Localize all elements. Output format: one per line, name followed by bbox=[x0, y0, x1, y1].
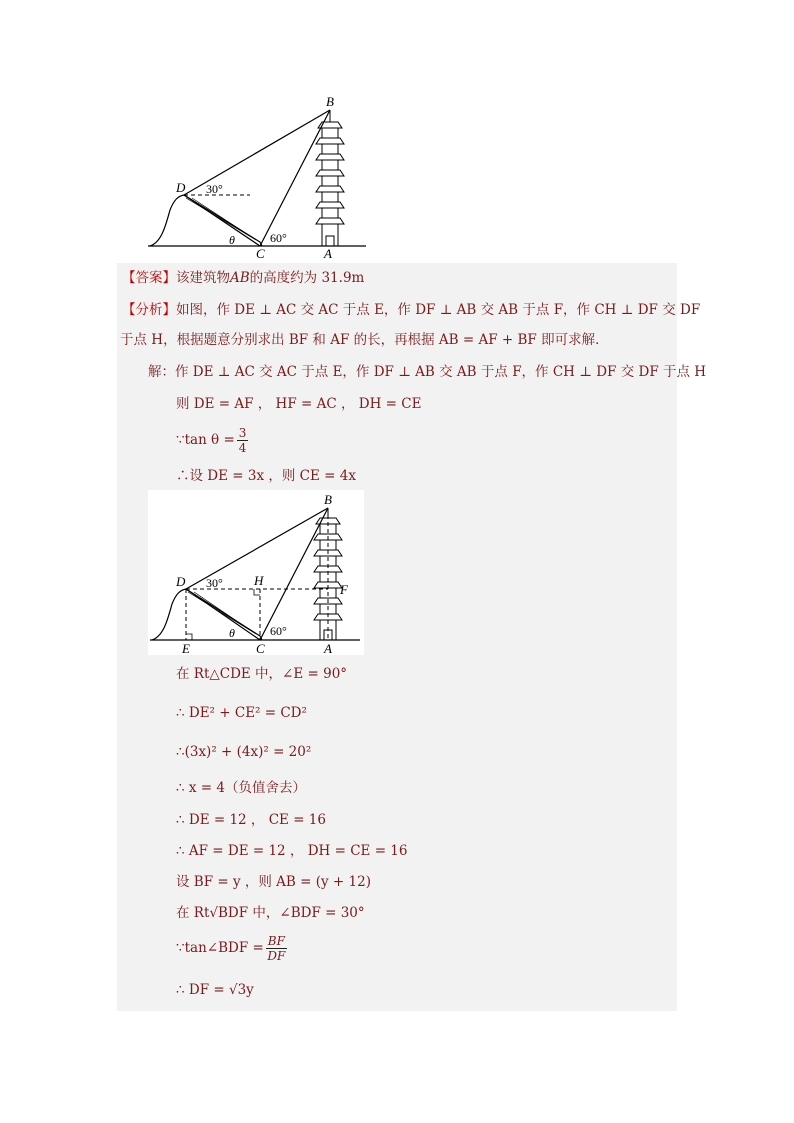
solution-line-10: ∴ AF = DE = 12 ， DH = CE = 16 bbox=[176, 843, 408, 859]
hill-hatch-2 bbox=[188, 592, 256, 634]
label-f: F bbox=[340, 582, 348, 597]
label-c: C bbox=[256, 246, 265, 258]
hill-outline bbox=[150, 195, 262, 246]
fraction-3-4 bbox=[237, 426, 249, 455]
fraction-den-df: DF bbox=[267, 949, 286, 963]
solution-line-2: 则 DE = AF ， HF = AC ， DH = CE bbox=[176, 396, 422, 412]
right-angle-e bbox=[186, 634, 192, 640]
pagoda bbox=[316, 110, 344, 246]
fraction-num-bf: BF bbox=[267, 934, 285, 948]
analysis-line-1 bbox=[122, 300, 700, 320]
answer-ab: AB bbox=[230, 270, 250, 286]
label-b: B bbox=[326, 94, 334, 109]
fraction-num: 3 bbox=[238, 426, 247, 440]
line-dc-2 bbox=[186, 589, 260, 640]
pagoda-figure-bottom bbox=[148, 490, 364, 655]
label-theta-2: θ bbox=[229, 626, 235, 640]
label-60-2: 60° bbox=[270, 624, 287, 638]
label-theta: θ bbox=[229, 233, 235, 247]
solution-line-14: ∴ DF = √3y bbox=[176, 982, 254, 998]
solution-line-11: 设 BF = y ，则 AB = (y + 12) bbox=[176, 874, 371, 890]
answer-line bbox=[122, 268, 364, 288]
label-a-2: A bbox=[324, 641, 332, 655]
hill-hatch bbox=[186, 198, 256, 240]
label-a: A bbox=[324, 246, 332, 258]
right-angle-h bbox=[254, 589, 260, 595]
solution-line-4: ∴设 DE = 3x ，则 CE = 4x bbox=[176, 468, 356, 484]
label-h: H bbox=[254, 573, 264, 588]
label-60: 60° bbox=[270, 231, 287, 245]
solution-line-9: ∴ DE = 12 ， CE = 16 bbox=[176, 812, 326, 828]
label-b-2: B bbox=[324, 492, 332, 507]
answer-tag: 【答案】 bbox=[122, 270, 176, 286]
tan-theta-label: ∵tan θ = bbox=[176, 432, 235, 448]
analysis-line-2: 于点 H，根据题意分别求出 BF 和 AF 的长，再根据 AB = AF + BF 即可求解． bbox=[120, 332, 609, 348]
line-dc bbox=[184, 195, 260, 246]
answer-value: 31.9m bbox=[321, 270, 365, 286]
tan-bdf-label: ∵tan∠BDF = bbox=[176, 940, 264, 956]
label-c-2: C bbox=[256, 641, 265, 655]
fraction-den: 4 bbox=[238, 441, 247, 455]
solution-line-3 bbox=[176, 422, 248, 458]
fraction-bf-df bbox=[266, 934, 287, 963]
label-d-2: D bbox=[176, 574, 186, 589]
solution-line-5: 在 Rt△CDE 中，∠E = 90° bbox=[176, 666, 348, 682]
label-30-2: 30° bbox=[206, 576, 223, 590]
analysis-text-1: 如图，作 DE ⊥ AC 交 AC 于点 E，作 DF ⊥ AB 交 AB 于点 F，作 CH ⊥ DF 交 DF bbox=[176, 302, 701, 318]
solution-line-13 bbox=[176, 930, 287, 966]
answer-text-a: 该建筑物 bbox=[176, 270, 230, 286]
answer-text-b: 的高度约为 bbox=[249, 270, 318, 286]
analysis-tag: 【分析】 bbox=[122, 302, 176, 318]
solution-line-6: ∴ DE² + CE² = CD² bbox=[176, 705, 307, 721]
label-30: 30° bbox=[206, 182, 223, 196]
solution-line-12: 在 Rt√BDF 中，∠BDF = 30° bbox=[176, 905, 365, 921]
label-e: E bbox=[182, 641, 190, 655]
pagoda-figure-top bbox=[140, 92, 372, 258]
solution-line-8: ∴ x = 4（负值舍去） bbox=[176, 780, 306, 796]
hill-outline-2 bbox=[152, 589, 262, 640]
label-d: D bbox=[176, 180, 186, 195]
solution-line-1: 解：作 DE ⊥ AC 交 AC 于点 E，作 DF ⊥ AB 交 AB 于点 F，作 CH ⊥ DF 交 DF 于点 H bbox=[148, 364, 707, 380]
solution-line-7: ∴(3x)² + (4x)² = 20² bbox=[176, 744, 312, 760]
